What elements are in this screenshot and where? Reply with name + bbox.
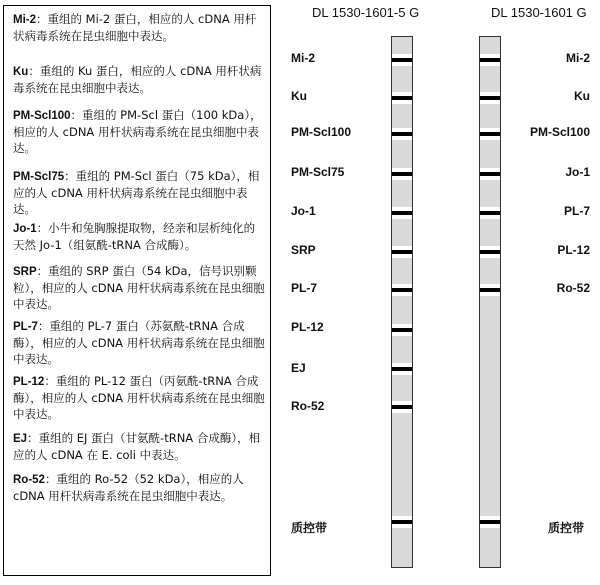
strip1-label-mi2: Mi-2: [291, 51, 315, 65]
strip1-label-pl7: PL-7: [291, 281, 318, 295]
desc-text: ：重组的 Ku 蛋白，相应的人 cDNA 用杆状病毒系统在昆虫细胞中表达。: [13, 64, 262, 95]
desc-text: ：重组的 SRP 蛋白（54 kDa，信号识别颗粒），相应的人 cDNA 用杆状病毒系统在昆虫细胞中表达。: [13, 264, 265, 311]
strip1-band-pl7: [392, 284, 412, 296]
desc-term: PL-7: [13, 321, 38, 333]
strip2-label-ku: Ku: [574, 89, 590, 103]
strip1-label-pl12: PL-12: [291, 320, 324, 334]
strip2-label-jo1: Jo-1: [565, 165, 590, 179]
desc-term: PL-12: [13, 376, 45, 388]
strip1-band-srp: [392, 246, 412, 258]
desc-entry-jo1: [13, 220, 265, 253]
strip2-label-pl7: PL-7: [563, 204, 590, 218]
desc-term: Mi-2: [13, 14, 36, 26]
desc-entry-mi2: [13, 11, 265, 44]
strip1-band-jo1: [392, 207, 412, 219]
strip1-test-strip: [391, 36, 413, 568]
strip2-label-control: 质控带: [548, 521, 585, 535]
strip1-band-ej: [392, 363, 412, 375]
strip1-label-ku: Ku: [291, 89, 307, 103]
strip2-band-jo1: [480, 168, 500, 180]
desc-text: ：重组的 EJ 蛋白（甘氨酰-tRNA 合成酶），相应的人 cDNA 在 E. coli 中表达。: [13, 431, 261, 462]
desc-text: ：重组的 PM-Scl 蛋白（100 kDa），相应的人 cDNA 用杆状病毒系统在昆虫细胞中表达。: [13, 108, 262, 155]
desc-term: EJ: [13, 433, 28, 445]
desc-entry-pl7: [13, 318, 265, 367]
desc-term: Jo-1: [13, 223, 37, 235]
desc-entry-srp: [13, 263, 265, 312]
desc-text: ：重组的 PM-Scl 蛋白（75 kDa），相应的人 cDNA 用杆状病毒系统在昆虫细胞中表达。: [13, 169, 260, 216]
strip1-band-pl12: [392, 324, 412, 336]
strip1-label-srp: SRP: [291, 243, 316, 257]
strip1-label-pmscl100: PM-Scl100: [291, 125, 352, 139]
antigen-description-panel: [3, 5, 271, 576]
desc-entry-ej: [13, 430, 265, 463]
desc-text: ：重组的 PL-12 蛋白（丙氨酰-tRNA 合成酶），相应的人 cDNA 用杆状病毒系统在昆虫细胞中表达。: [13, 374, 265, 421]
desc-term: Ku: [13, 66, 29, 78]
strip1-label-control: 质控带: [291, 521, 328, 535]
strip2-band-ro52: [480, 284, 500, 296]
desc-text: ：重组的 Ro-52（52 kDa），相应的人 cDNA 用杆状病毒系统在昆虫细胞中表达。: [13, 472, 244, 503]
strip1-band-control: [392, 516, 412, 528]
desc-term: SRP: [13, 266, 37, 278]
strip2-label-ro52: Ro-52: [556, 281, 590, 295]
desc-term: PM-Scl75: [13, 171, 65, 183]
desc-text: ：小牛和兔胸腺提取物，经亲和层析纯化的天然 Jo-1（组氨酰-tRNA 合成酶）。: [13, 221, 256, 252]
desc-term: Ro-52: [13, 474, 45, 486]
desc-entry-pl12: [13, 373, 265, 422]
strip1-band-pmscl75: [392, 168, 412, 180]
desc-entry-ro52: [13, 471, 265, 504]
desc-term: PM-Scl100: [13, 110, 71, 122]
desc-text: ：重组的 PL-7 蛋白（苏氨酰-tRNA 合成酶），相应的人 cDNA 用杆状病毒系统在昆虫细胞中表达。: [13, 319, 265, 366]
strip2-label-mi2: Mi-2: [566, 51, 590, 65]
strip2-band-control: [480, 516, 500, 528]
strip2-band-pl7: [480, 207, 500, 219]
strip1-band-mi2: [392, 54, 412, 66]
strip1-label-ro52: Ro-52: [291, 399, 325, 413]
strip2-band-mi2: [480, 54, 500, 66]
strip1-band-pmscl100: [392, 128, 412, 140]
strip2-test-strip: [479, 36, 501, 568]
strip1-band-ro52: [392, 401, 412, 413]
strip2-band-ku: [480, 92, 500, 104]
desc-entry-ku: [13, 63, 265, 96]
strip1-label-pmscl75: PM-Scl75: [291, 165, 345, 179]
strip1-label-jo1: Jo-1: [291, 204, 316, 218]
strip1-band-ku: [392, 92, 412, 104]
strip1-title: DL 1530-1601-5 G: [312, 5, 420, 20]
strip2-title: DL 1530-1601 G: [491, 5, 587, 20]
strip2-label-pmscl100: PM-Scl100: [529, 125, 590, 139]
desc-entry-pmscl75: [13, 168, 265, 217]
strip2-band-pl12: [480, 246, 500, 258]
desc-entry-pmscl100: [13, 107, 265, 156]
desc-text: ：重组的 Mi-2 蛋白，相应的人 cDNA 用杆状病毒系统在昆虫细胞中表达。: [13, 12, 257, 43]
strip2-label-pl12: PL-12: [557, 243, 590, 257]
strip1-label-ej: EJ: [291, 361, 306, 375]
strip2-band-pmscl100: [480, 128, 500, 140]
